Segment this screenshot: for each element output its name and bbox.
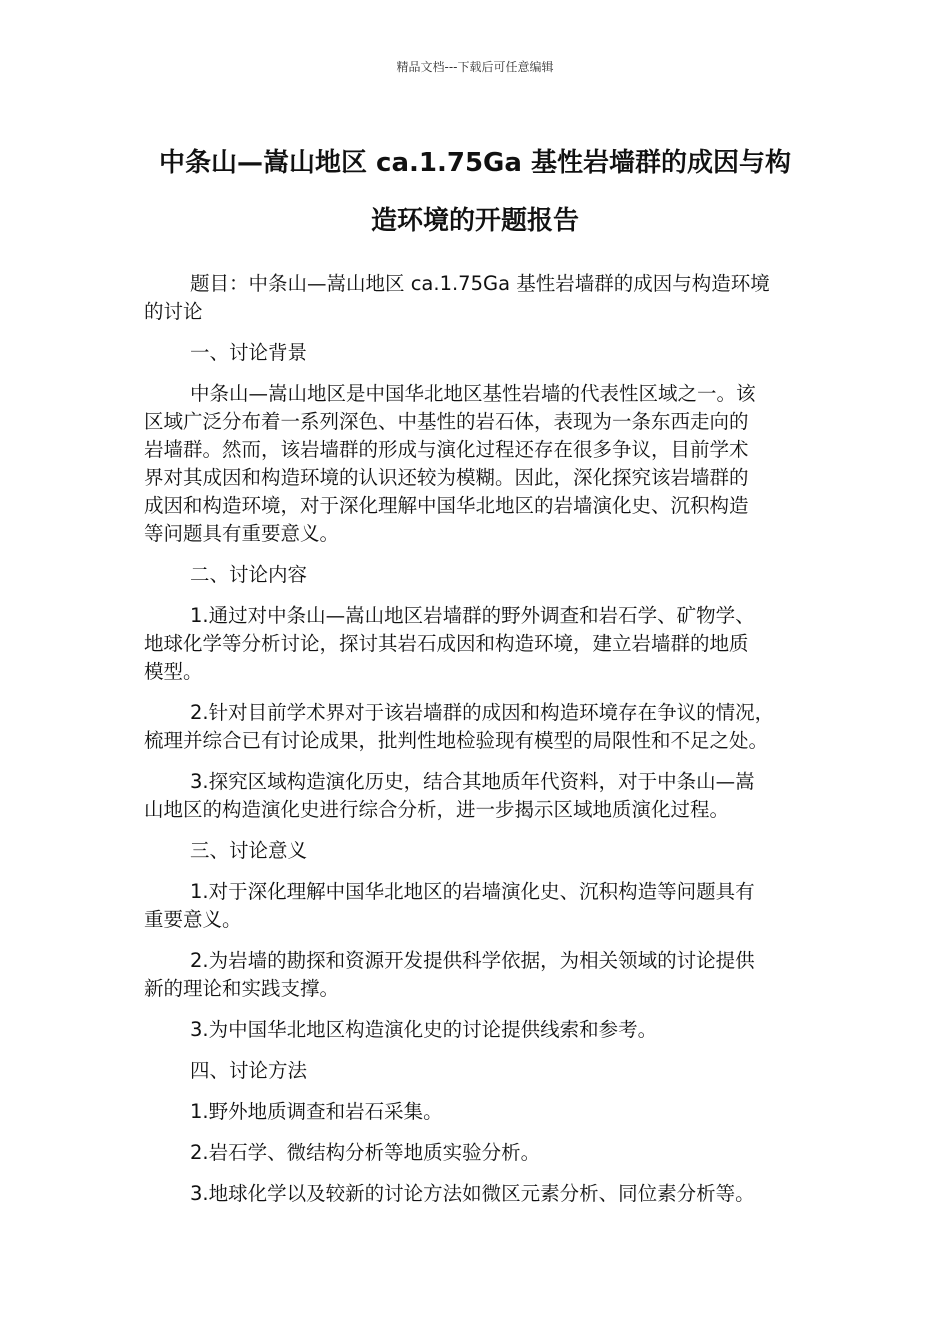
list-item: [144, 1180, 809, 1208]
paragraph-line: 2.岩石学、微结构分析等地质实验分析。: [190, 1141, 541, 1164]
paragraph-line: 1.对于深化理解中国华北地区的岩墙演化史、沉积构造等问题具有: [190, 880, 755, 903]
section-heading: [144, 1057, 809, 1085]
paragraph-line: 1.通过对中条山—嵩山地区岩墙群的野外调查和岩石学、矿物学、: [190, 604, 755, 627]
topic-paragraph: [144, 270, 809, 326]
paragraph-line: 区域广泛分布着一系列深色、中基性的岩石体，表现为一条东西走向的: [144, 410, 749, 433]
paragraph-line: 地球化学等分析讨论，探讨其岩石成因和构造环境，建立岩墙群的地质: [144, 632, 749, 655]
paragraph-line: 的讨论: [144, 300, 203, 323]
section-heading-text: 四、讨论方法: [190, 1059, 308, 1082]
header-note: 精品文档---下载后可任意编辑: [396, 60, 554, 74]
list-item: [144, 699, 809, 755]
list-item: [144, 602, 809, 686]
paragraph-line: 新的理论和实践支撑。: [144, 977, 340, 1000]
document-title: [120, 134, 830, 250]
section-heading-text: 三、讨论意义: [190, 839, 308, 862]
section-heading-text: 一、讨论背景: [190, 341, 308, 364]
paragraph-line: 题目：中条山—嵩山地区 ca.1.75Ga 基性岩墙群的成因与构造环境: [190, 272, 770, 295]
list-item: [144, 1139, 809, 1167]
list-item: [144, 1016, 809, 1044]
paragraph-line: 2.针对目前学术界对于该岩墙群的成因和构造环境存在争议的情况，: [190, 701, 775, 724]
paragraph-line: 3.探究区域构造演化历史，结合其地质年代资料，对于中条山—嵩: [190, 770, 755, 793]
paragraph-line: 模型。: [144, 660, 203, 683]
paragraph-line: 3.为中国华北地区构造演化史的讨论提供线索和参考。: [190, 1018, 658, 1041]
section-heading-text: 二、讨论内容: [190, 563, 308, 586]
paragraph-line: 岩墙群。然而，该岩墙群的形成与演化过程还存在很多争议，目前学术: [144, 438, 749, 461]
paragraph-line: 成因和构造环境，对于深化理解中国华北地区的岩墙演化史、沉积构造: [144, 494, 749, 517]
section-heading: [144, 561, 809, 589]
section-body-paragraph: [144, 380, 809, 548]
list-item: [144, 947, 809, 1003]
paragraph-line: 山地区的构造演化史进行综合分析，进一步揭示区域地质演化过程。: [144, 798, 730, 821]
title-line: 造环境的开题报告: [370, 206, 579, 236]
paragraph-line: 2.为岩墙的勘探和资源开发提供科学依据，为相关领域的讨论提供: [190, 949, 755, 972]
section-heading: [144, 339, 809, 367]
list-item: [144, 878, 809, 934]
list-item: [144, 768, 809, 824]
paragraph-line: 重要意义。: [144, 908, 242, 931]
section-heading: [144, 837, 809, 865]
paragraph-line: 3.地球化学以及较新的讨论方法如微区元素分析、同位素分析等。: [190, 1182, 755, 1205]
paragraph-line: 梳理并综合已有讨论成果，批判性地检验现有模型的局限性和不足之处。: [144, 729, 769, 752]
title-line: 中条山—嵩山地区 ca.1.75Ga 基性岩墙群的成因与构: [159, 148, 791, 178]
paragraph-line: 中条山—嵩山地区是中国华北地区基性岩墙的代表性区域之一。该: [190, 382, 756, 405]
paragraph-line: 1.野外地质调查和岩石采集。: [190, 1100, 443, 1123]
document-body: [144, 270, 809, 1221]
paragraph-line: 等问题具有重要意义。: [144, 522, 340, 545]
paragraph-line: 界对其成因和构造环境的认识还较为模糊。因此，深化探究该岩墙群的: [144, 466, 749, 489]
list-item: [144, 1098, 809, 1126]
